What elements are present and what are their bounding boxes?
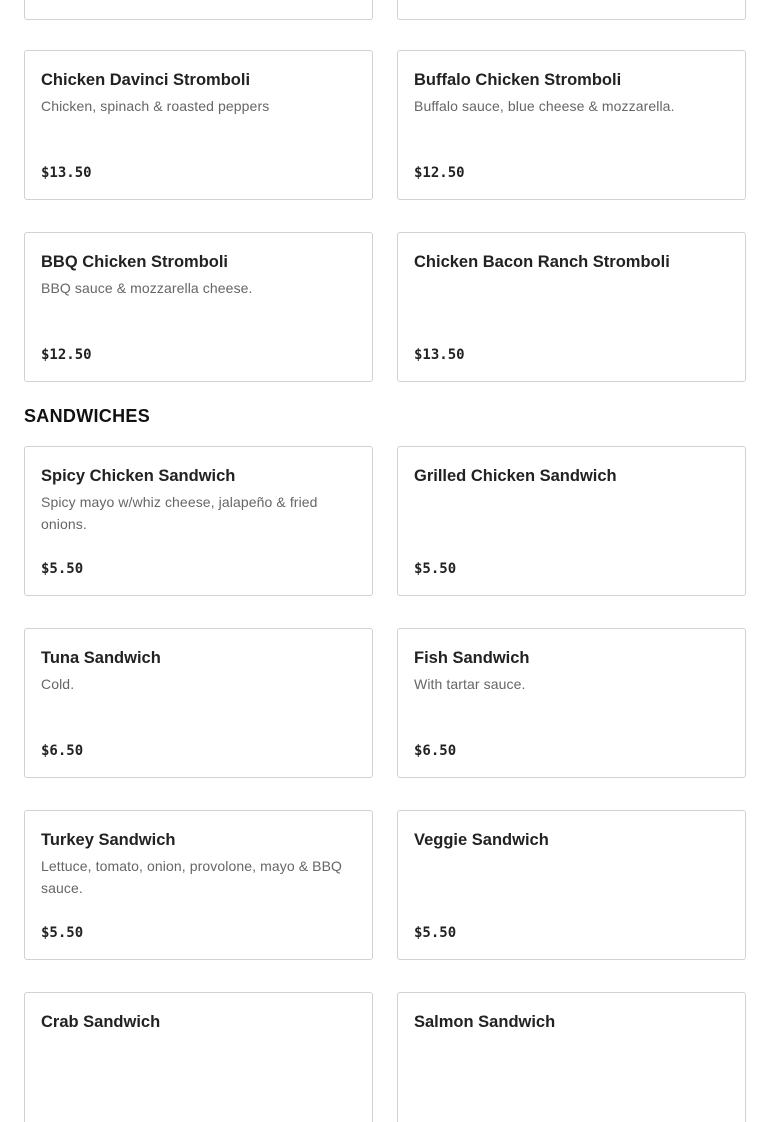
- menu-item-card[interactable]: [397, 232, 746, 382]
- item-name: Salmon Sandwich: [414, 1013, 556, 1031]
- item-price: $5.50: [41, 561, 84, 577]
- menu-item-card[interactable]: [397, 810, 746, 960]
- stromboli-items-grid: [24, 50, 746, 382]
- item-description: Buffalo sauce, blue cheese & mozzarella.: [414, 98, 675, 114]
- item-price: $5.50: [414, 925, 457, 941]
- item-price: $12.50: [41, 347, 92, 363]
- item-name: Chicken Bacon Ranch Stromboli: [414, 253, 670, 271]
- menu-item-card[interactable]: [397, 50, 746, 200]
- item-description: Lettuce, tomato, onion, provolone, mayo & BBQ sauce.: [41, 858, 343, 896]
- item-price: $6.50: [414, 743, 457, 759]
- section-title-sandwiches: SANDWICHES: [24, 406, 151, 426]
- menu-item-card[interactable]: [397, 628, 746, 778]
- item-name: Fish Sandwich: [414, 649, 530, 667]
- item-price: $13.50: [414, 347, 465, 363]
- item-name: Crab Sandwich: [41, 1013, 161, 1031]
- sandwiches-items-grid: [24, 446, 746, 1122]
- menu-item-card[interactable]: [397, 446, 746, 596]
- item-price: $5.50: [414, 561, 457, 577]
- item-description: BBQ sauce & mozzarella cheese.: [41, 280, 253, 296]
- item-name: Veggie Sandwich: [414, 831, 549, 849]
- menu-item-card[interactable]: [24, 232, 373, 382]
- menu-item-card[interactable]: [24, 446, 373, 596]
- menu-item-card[interactable]: [397, 992, 746, 1122]
- item-description: Chicken, spinach & roasted peppers: [41, 98, 270, 114]
- item-name: Chicken Davinci Stromboli: [41, 71, 251, 89]
- item-description: Spicy mayo w/whiz cheese, jalapeño & fried onions.: [41, 494, 318, 532]
- menu-item-card[interactable]: [24, 992, 373, 1122]
- item-name: Buffalo Chicken Stromboli: [414, 71, 622, 89]
- item-price: $5.50: [41, 925, 84, 941]
- menu-item-card[interactable]: [397, 0, 746, 20]
- item-name: Spicy Chicken Sandwich: [41, 467, 236, 485]
- menu-item-card[interactable]: [24, 0, 373, 20]
- item-description: Cold.: [41, 676, 75, 692]
- menu-item-card[interactable]: [24, 628, 373, 778]
- previous-items-row: [24, 0, 746, 20]
- item-price: $13.50: [41, 165, 92, 181]
- menu-item-card[interactable]: [24, 810, 373, 960]
- item-description: With tartar sauce.: [414, 676, 526, 692]
- menu-item-card[interactable]: [24, 50, 373, 200]
- item-name: BBQ Chicken Stromboli: [41, 253, 229, 271]
- item-name: Grilled Chicken Sandwich: [414, 467, 617, 485]
- item-name: Turkey Sandwich: [41, 831, 176, 849]
- item-name: Tuna Sandwich: [41, 649, 161, 667]
- item-price: $6.50: [41, 743, 84, 759]
- item-price: $12.50: [414, 165, 465, 181]
